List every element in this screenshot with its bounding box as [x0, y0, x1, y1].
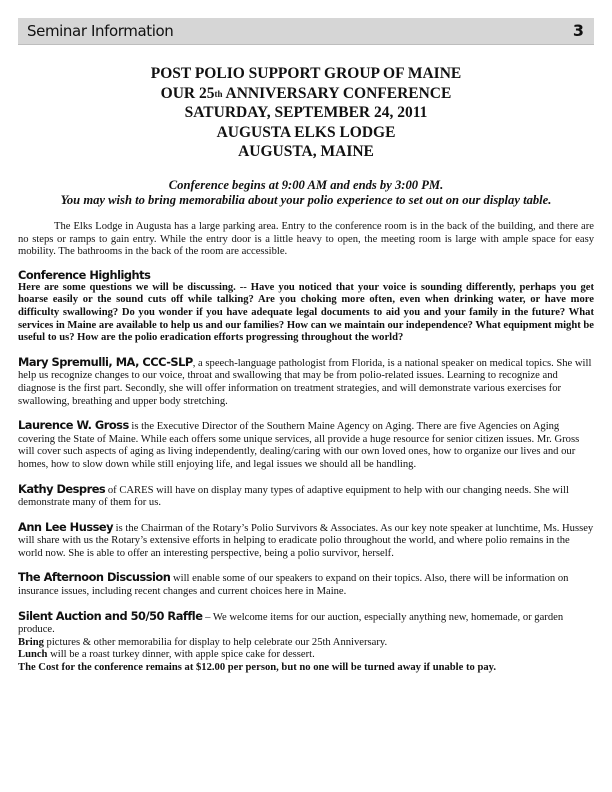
memorabilia-note: You may wish to bring memorabilia about your polio experience to set out on our display table. [60, 192, 552, 207]
speaker-description: of CARES will have on display many types of adaptive equipment to help with our changing needs. She will demonstrate many of them for us. [18, 484, 569, 509]
conference-hours: Conference begins at 9:00 AM and ends by 3:00 PM. [168, 178, 444, 192]
speaker-paragraph [18, 419, 594, 471]
title-line-venue: AUGUSTA ELKS LODGE [216, 123, 396, 141]
afternoon-description: will enable some of our speakers to expand on their topics. Also, there will be information on insurance issues, including recent changes and current choices here in Maine. [18, 573, 569, 598]
auction-paragraph [18, 610, 594, 637]
highlights-heading: Conference Highlights [18, 267, 151, 282]
bring-label: Bring [18, 636, 44, 648]
title-line-anniversary [0, 84, 612, 104]
lunch-description: will be a roast turkey dinner, with apple spice cake for dessert. [47, 649, 315, 661]
section-title: Seminar Information [27, 22, 174, 40]
speaker-name: Laurence W. Gross [18, 418, 129, 433]
page-number: 3 [572, 21, 584, 40]
bring-paragraph [18, 637, 594, 650]
speaker-name: Kathy Despres [18, 481, 106, 496]
speaker-name: Ann Lee Hussey [18, 519, 114, 534]
auction-heading: Silent Auction and 50/50 Raffle [18, 608, 203, 623]
article-body [18, 221, 594, 675]
conference-title-block [0, 64, 612, 162]
venue-paragraph: The Elks Lodge in Augusta has a large parking area. Entry to the conference room is in the back of the building, and there are no steps or ramps to gain entry. While the entry door is a little heavy to open, the meeting room is large with ample space for easy mobility. The bathrooms in the back of the room are accessible. [18, 221, 594, 258]
title-line-city: AUGUSTA, MAINE [238, 143, 374, 160]
lunch-paragraph [18, 649, 594, 662]
title-line-date: SATURDAY, SEPTEMBER 24, 2011 [184, 104, 428, 121]
speaker-paragraph [18, 483, 594, 510]
afternoon-paragraph [18, 571, 594, 598]
anniversary-label: ANNIVERSARY CONFERENCE [222, 84, 452, 102]
anniversary-number: OUR 25 [160, 84, 215, 102]
auction-description: – We welcome items for our auction, especially anything new, homemade, or garden produce. [18, 611, 564, 636]
section-header-bar [18, 18, 594, 45]
conference-times [0, 178, 612, 207]
bring-description: pictures & other memorabilia for display to help celebrate our 25th Anniversary. [43, 636, 388, 648]
speaker-name: Mary Spremulli, MA, CCC-SLP [18, 354, 193, 369]
highlights-paragraph: Here are some questions we will be discussing. -- Have you noticed that your voice is sounding differently, perhaps you get hoarse easily or the sound cuts off while talking? Are you choking more often, even when drinking water, or have more difficulty swallowing? Do you wonder if you have adequate legal documents to aid you and your family in the future? What services in Maine are available to help us and our families? How can we maintain our independence? What equipment might be useful to us? How are the polio eradication efforts progressing throughout the world? [18, 281, 595, 344]
speaker-description: , a speech-language pathologist from Florida, is a national speaker on medical topics. She will help us recognize changes to our voice, throat and swallowing that may be from polio-related issues. Learning to recognize and diagnose is the first part. Secondly, she will offer information on treatment strategies, and will demonstrate various exercises for swallowing, breathing and upper body stretching. [18, 357, 592, 407]
lunch-label: Lunch [18, 649, 48, 661]
speaker-paragraph [18, 356, 594, 408]
speaker-paragraph [18, 521, 594, 561]
afternoon-heading: The Afternoon Discussion [18, 570, 171, 585]
speaker-description: is the Chairman of the Rotary’s Polio Survivors & Associates. As our key note speaker at lunchtime, Ms. Hussey will share with us the Rotary’s extensive efforts in helping to eradicate polio throughout the world, and where polio remains in the world now. She is able to offer an interesting perspective, being a polio survivor, herself. [18, 522, 594, 559]
cost-paragraph: The Cost for the conference remains at $12.00 per person, but no one will be turned away if unable to pay. [18, 662, 496, 674]
title-line-organization: POST POLIO SUPPORT GROUP OF MAINE [150, 65, 462, 82]
speaker-description: is the Executive Director of the Southern Maine Agency on Aging. There are five Agencies on Aging covering the State of Maine. While each offers some unique services, all provide a huge resource for senior citizen issues. Mr. Gross will cover such aspects of aging as living independently, dealing/caring with our own loved ones, how to organize our lives and our homes, how to slow down while still enjoying life, and legal issues we should all be handling. [18, 421, 580, 470]
ordinal-suffix: th [214, 88, 223, 99]
